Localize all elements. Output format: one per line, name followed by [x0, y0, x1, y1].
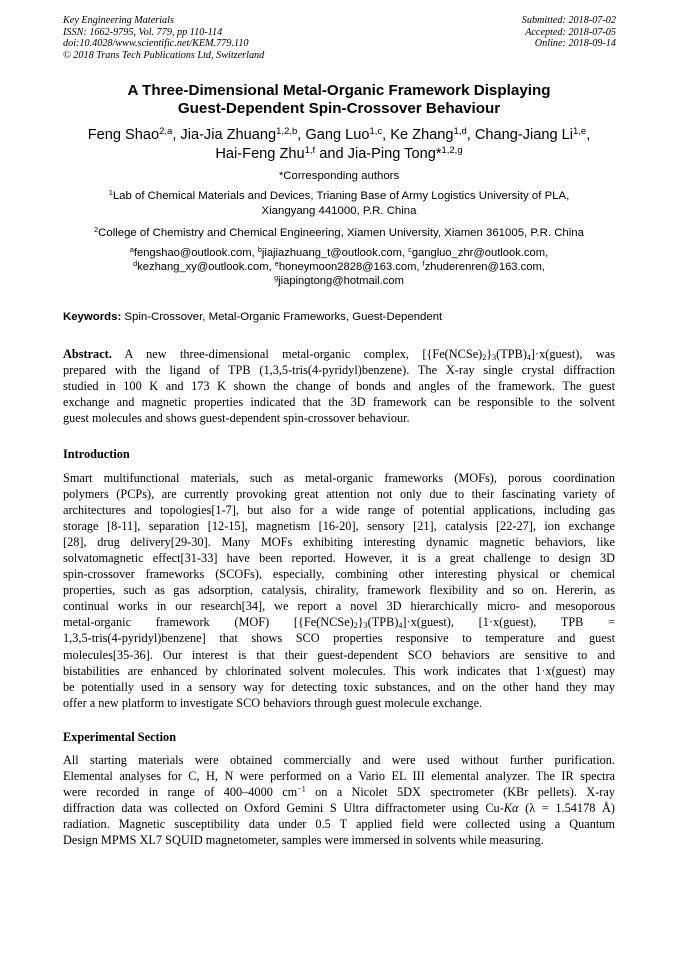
- email-link[interactable]: jiajiazhuang_t@outlook.com,: [261, 247, 406, 259]
- online-date: Online: 2018-09-14: [534, 38, 616, 50]
- keywords-label: Keywords:: [63, 311, 122, 323]
- abstract-text: (TPB): [496, 347, 527, 361]
- abstract-line: exchange and magnetic properties indicated that the 3D framework can be responsible to the solvent: [63, 395, 615, 410]
- subscript: 4: [526, 352, 531, 362]
- author-line: [40, 145, 638, 164]
- email-line: [40, 272, 638, 289]
- paragraph-line: Smart multifunctional materials, such as metal-organic frameworks (MOFs), porous coordination: [63, 471, 615, 485]
- publication-dates: [522, 15, 616, 50]
- paragraph-text: }: [357, 615, 364, 630]
- paragraph-line: properties, such as gas adsorption, catalysis, chirality, framework flexibility and so on. Hererin, as: [63, 583, 615, 598]
- email-link[interactable]: zhuderenren@163.com,: [424, 260, 545, 273]
- keywords-text: Spin-Crossover, Metal-Organic Frameworks, Guest-Dependent: [124, 311, 443, 323]
- paragraph-line: solvatomagnetic effect[31-33] have been reported. However, it is a great challenge to design 3D: [63, 551, 615, 566]
- corresponding-note: *Corresponding authors: [278, 170, 400, 182]
- email-link[interactable]: fengshao@outlook.com,: [133, 247, 255, 259]
- author-affil: 1,2,g: [441, 144, 463, 156]
- author-name: Ke Zhang: [390, 127, 454, 143]
- paragraph-text: metal-organic framework (MOF) [{Fe(NCSe): [63, 615, 354, 630]
- abstract-text: A new three-dimensional metal-organic complex, [{Fe(NCSe): [124, 347, 483, 361]
- email-marker: b: [257, 245, 262, 254]
- paragraph-line: bistabilities are enhanced by chlorinated solvent molecules. This work indicates that 1·x(guest) may: [63, 663, 615, 678]
- email-line: [40, 247, 638, 261]
- paper-title: [40, 82, 638, 118]
- paragraph-line: [63, 784, 615, 800]
- subscript: 3: [492, 352, 497, 362]
- affiliation-marker: 1: [108, 187, 113, 197]
- paragraph-line: architectures and topologies[1-7], but also for a wide range of potential applications, including gas: [63, 503, 615, 518]
- email-marker: e: [274, 258, 279, 268]
- paragraph-text: (λ = 1.54178 Å): [518, 801, 615, 816]
- keywords: [63, 311, 442, 323]
- affiliation-line: [40, 226, 638, 241]
- affiliation-1: [40, 189, 638, 218]
- author-name: Jia-Jia Zhuang: [180, 127, 277, 143]
- paragraph-line: polymers (PCPs), are currently provoking great attention not only due to their fascinating variety of: [63, 487, 615, 502]
- abstract: [63, 346, 615, 426]
- experimental-body: [63, 752, 615, 848]
- author-emails: [40, 247, 638, 288]
- superscript: −1: [297, 784, 306, 794]
- affiliation-line: [40, 189, 638, 204]
- journal-doi: doi:10.4028/www.scientific.net/KEM.779.110: [63, 38, 249, 50]
- affiliation-2: [40, 226, 638, 241]
- subscript: 2: [482, 352, 487, 362]
- email-line: [40, 258, 638, 275]
- author-name: Feng Shao: [87, 127, 160, 143]
- accepted-date: Accepted: 2018-07-05: [525, 26, 616, 38]
- paragraph-line: be potentially used in a sensory way for detecting toxic substances, and on the other hand they may: [63, 679, 615, 694]
- affiliation-text: Lab of Chemical Materials and Devices, Trianing Base of Army Logistics University of PLA,: [112, 190, 570, 202]
- affiliation-marker: 2: [94, 224, 99, 234]
- paragraph-line: 1,3,5-tris(4-pyridyl)benzene] that shows SCO properties responsive to temperature and guest: [63, 631, 615, 646]
- paragraph-line: Design MPMS XL7 SQUID magnetometer, samples were immersed in solvents while measuring.: [63, 833, 544, 848]
- email-link[interactable]: gangluo_zhr@outlook.com,: [411, 247, 549, 259]
- author-name: Hai-Feng Zhu: [215, 145, 305, 162]
- abstract-line: guest molecules and shows guest-dependent spin-crossover behaviour.: [63, 411, 410, 426]
- paragraph-line: radiation. Magnetic susceptibility data under 0.5 T applied field were collected using a Quantum: [63, 817, 615, 832]
- paragraph-line: [28], drug delivery[29-30]. Many MOFs exhibiting interesting dynamic magnetic behaviors, like: [63, 535, 615, 550]
- author-name: Chang-Jiang Li: [474, 127, 574, 143]
- affiliation-line: Xiangyang 441000, P.R. China: [261, 204, 417, 217]
- email-link[interactable]: honeymoon2828@163.com,: [278, 260, 420, 273]
- author-affil: 1,2,b: [276, 125, 298, 137]
- abstract-line: studied in 100 K and 173 K shown the change of bonds and angles of the framework. The guest: [63, 379, 615, 394]
- email-link[interactable]: kezhang_xy@outlook.com,: [137, 260, 272, 273]
- author-affil: 2,a: [159, 125, 173, 137]
- title-line: Guest-Dependent Spin-Crossover Behaviour: [177, 100, 501, 117]
- paragraph-line: All starting materials were obtained commercially and were used without further purification.: [63, 753, 615, 767]
- author-affil: 1,d: [453, 125, 467, 137]
- title-line: A Three-Dimensional Metal-Organic Framework Displaying: [127, 82, 551, 99]
- paragraph-line: [63, 614, 615, 630]
- author-affil: 1,f: [304, 144, 316, 156]
- email-marker: d: [133, 258, 138, 268]
- journal-issn: ISSN: 1662-9795, Vol. 779, pp 110-114: [63, 26, 223, 38]
- email-marker: f: [422, 258, 425, 268]
- subscript: 3: [363, 621, 368, 631]
- paragraph-line: [63, 800, 615, 816]
- journal-copyright: © 2018 Trans Tech Publications Ltd, Switzerland: [63, 49, 265, 61]
- paragraph-line: storage [8-11], separation [12-15], magnetism [16-20], sensory [21], catalysis [22-27], ion exchange: [63, 519, 615, 534]
- k-alpha-symbol: Kα: [503, 801, 519, 816]
- author-affil: 1,c: [369, 125, 383, 137]
- email-link[interactable]: jiapingtong@hotmail.com: [278, 274, 404, 287]
- author-line: Feng Shao$^{2,a}$, Jia-Jia Zhuang$^{1,2,b}$, Gang Luo$^{1,c}$, Ke Zhang$^{1,d}$, Chang-Jiang Li$^{1,e}$,: [87, 125, 591, 143]
- paragraph-text: diffraction data was collected on Oxford Gemini S Ultra diffractometer using Cu-: [63, 801, 504, 816]
- email-marker: a: [129, 245, 134, 254]
- author-name: Gang Luo: [305, 127, 370, 143]
- email-marker: g: [274, 272, 279, 282]
- abstract-line: prepared with the ligand of TPB (1,3,5-tris(4-pyridyl)benzene). The X-ray single crystal diffraction: [63, 363, 615, 378]
- paragraph-text: ]·x(guest), [1·x(guest), TPB =: [402, 615, 615, 630]
- abstract-text: }: [486, 347, 493, 361]
- paragraph-line: offer a new platform to investigate SCO behaviors through guest molecule exchange.: [63, 695, 483, 710]
- paragraph-line: spin-crossover frameworks (SCOFs), especially, combining other interesting physical or chemical: [63, 567, 615, 582]
- paragraph-text: were recorded in range of 400–4000 cm: [63, 785, 298, 800]
- paragraph-line: Elemental analyses for C, H, N were performed on a Vario EL III elemental analyzer. The IR spectra: [63, 769, 615, 784]
- subscript: 2: [353, 621, 358, 631]
- paragraph-text: (TPB): [367, 615, 399, 630]
- introduction-body: [63, 470, 615, 711]
- journal-name: Key Engineering Materials: [63, 15, 174, 26]
- section-heading-introduction: Introduction: [63, 447, 130, 461]
- author-affil: 1,e: [573, 125, 587, 137]
- abstract-text: ]·x(guest), was: [530, 347, 615, 361]
- journal-info: [63, 15, 264, 61]
- author-and: and: [319, 145, 344, 162]
- paragraph-line: continual works in our research[34], we report a novel 3D hierarchically micro- and mesoporous: [63, 599, 615, 614]
- abstract-label: Abstract.: [63, 347, 112, 361]
- affiliation-text: College of Chemistry and Chemical Engineering, Xiamen University, Xiamen 361005, P.R. China: [98, 227, 584, 239]
- paragraph-text: on a Nicolet 5DX spectrometer (KBr pellets). X-ray: [305, 785, 615, 800]
- abstract-line: [63, 346, 615, 362]
- submitted-date: Submitted: 2018-07-02: [521, 15, 616, 26]
- email-marker: c: [408, 245, 412, 254]
- author-list: [40, 126, 638, 163]
- section-heading-experimental: Experimental Section: [63, 730, 177, 744]
- subscript: 4: [398, 621, 403, 631]
- author-name: Jia-Ping Tong*: [347, 145, 442, 162]
- paragraph-line: molecules[35-36]. Our interest is that their guest-dependent SCO behaviors are sensitive to and: [63, 647, 615, 662]
